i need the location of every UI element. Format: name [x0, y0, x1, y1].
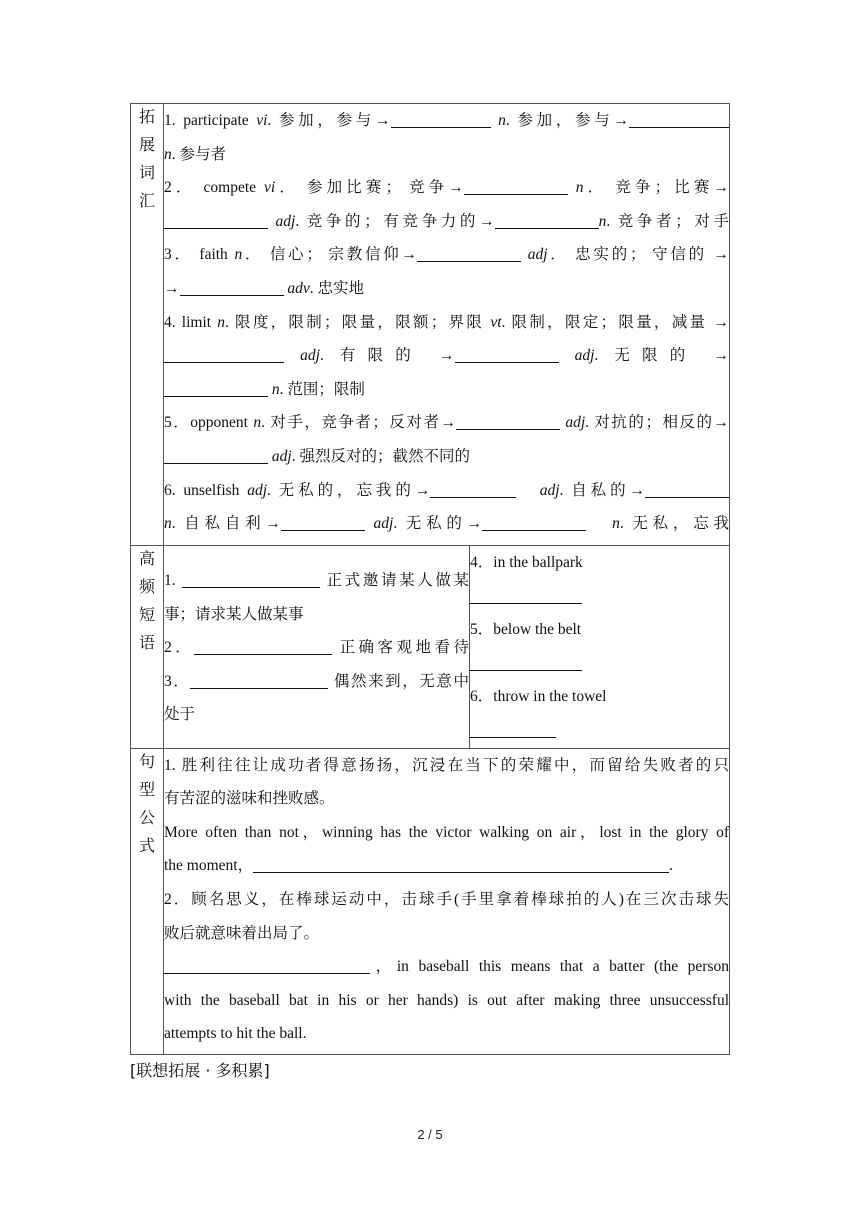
vocab-item-6: 6. unselfish adj. 无私的，忘我的→ adj. 自私的→: [164, 474, 729, 508]
blank[interactable]: [164, 344, 284, 363]
label-char: 频: [138, 579, 155, 596]
blank[interactable]: [194, 636, 332, 655]
label-char: 汇: [138, 193, 155, 210]
blank[interactable]: [455, 344, 559, 363]
vocab-item-2: 2． compete vi． 参加比赛； 竞争→ n． 竞争；比赛→: [164, 171, 729, 205]
blank[interactable]: [430, 479, 516, 498]
label-char: 高: [138, 551, 155, 568]
phrase-4: 4．in the ballpark: [470, 554, 583, 571]
label-char: 式: [138, 837, 155, 855]
worksheet-table: [130, 103, 730, 1055]
blank[interactable]: [180, 277, 284, 296]
blank[interactable]: [417, 243, 521, 262]
blank[interactable]: [190, 670, 328, 689]
sentence-1-cn: 1. 胜利往往让成功者得意扬扬，沉浸在当下的荣耀中，而留给失败者的只: [164, 756, 729, 774]
page-number: 2 / 5: [417, 1127, 443, 1142]
label-char: 拓: [138, 109, 155, 126]
sentences-content: 1. 胜利往往让成功者得意扬扬，沉浸在当下的荣耀中，而留给失败者的只 有苦涩的滋味和挫败感。 More often than not，winning has the victor walking on air，lost in the glory of the moment， . 2．顾名思义，在棒球运动中，击球手(手里拿着棒球拍的人)在三次击球失 败后就意味着出局了。 ，in baseball this means that a batter (the person with the baseball bat in his or her hands) is out after making three unsuccessful attempts to hit the ball.: [164, 748, 730, 1054]
vocab-item-1: 1. participate vi. 参加，参与→ n. 参加，参与→: [164, 104, 729, 138]
blank[interactable]: [629, 109, 729, 128]
blank[interactable]: [470, 719, 556, 738]
blank[interactable]: [253, 854, 669, 873]
blank[interactable]: [164, 378, 268, 397]
blank[interactable]: [482, 512, 586, 531]
section-heading: [联想拓展 · 多积累]: [130, 1061, 270, 1080]
label-char: 词: [138, 165, 155, 182]
sentence-2-cn: 2．顾名思义，在棒球运动中，击球手(手里拿着棒球拍的人)在三次击球失: [164, 890, 729, 908]
phrase-2: 2． 正确客观地看待: [164, 631, 469, 665]
blank[interactable]: [164, 445, 268, 464]
blank[interactable]: [495, 210, 599, 229]
blank[interactable]: [182, 569, 320, 588]
blank[interactable]: [645, 479, 729, 498]
vocab-label-cell: [131, 104, 164, 546]
phrases-label-cell: [131, 546, 164, 749]
blank[interactable]: [464, 176, 568, 195]
blank[interactable]: [470, 652, 582, 671]
phrase-3: 3． 偶然来到，无意中: [164, 665, 469, 699]
phrase-5: 5．below the belt: [470, 621, 582, 639]
blank[interactable]: [164, 955, 370, 974]
sentence-2-en: ，in baseball this means that a batter (the person: [164, 950, 729, 984]
vocab-item-4: 4. limit n. 限度，限制；限量，限额；界限 vt. 限制，限定；限量，减量 →: [164, 313, 729, 331]
blank[interactable]: [470, 585, 582, 604]
label-char: 公: [138, 809, 155, 827]
vocab-content: 1. participate vi. 参加，参与→ n. 参加，参与→ n. 参与者 2． compete vi． 参加比赛； 竞争→ n． 竞争；比赛→ adj. 竞争的；有竞争力的→ n. 竞争者；对手 3． faith n． 信心； 宗教信仰→ adj． 忠实的； 守信的 → → adv. 忠实地 4. limit n. 限度，限制；限量，限额；界限 vt. 限制，限定；限量，减量 → adj. 有限的 → adj. 无限的 → n. 范围；限制 5．opponent n. 对手，竞争者；反对者→ adj. 对抗的；相反的→ adj. 强烈反对的；截然不同的 6. unselfish adj. 无私的，忘我的→ adj. 自私的→ n. 自私自利→ adj. 无私的→ n. 无私，忘我: [164, 104, 730, 546]
phrase-1: 1. 正式邀请某人做某: [164, 564, 469, 598]
blank[interactable]: [456, 411, 560, 430]
label-char: 句: [138, 753, 155, 771]
blank[interactable]: [281, 512, 365, 531]
vocab-item-5: 5．opponent n. 对手，竞争者；反对者→ adj. 对抗的；相反的→: [164, 406, 729, 440]
phrases-left: 1. 正式邀请某人做某 事；请求某人做某事 2． 正确客观地看待 3． 偶然来到，无意中 处于: [164, 546, 470, 749]
phrases-right: [470, 546, 730, 749]
label-char: 短: [138, 607, 155, 624]
phrase-6: 6．throw in the towel: [470, 688, 607, 706]
vocab-item-3: 3． faith n． 信心； 宗教信仰→ adj． 忠实的； 守信的 →: [164, 238, 729, 272]
label-char: 型: [138, 781, 155, 799]
sentence-1-en: More often than not，winning has the victor walking on air，lost in the glory of: [164, 823, 729, 841]
blank[interactable]: [164, 210, 268, 229]
label-char: 语: [138, 635, 155, 652]
blank[interactable]: [391, 109, 491, 128]
label-char: 展: [138, 137, 155, 154]
sentences-label-cell: [131, 748, 164, 1054]
